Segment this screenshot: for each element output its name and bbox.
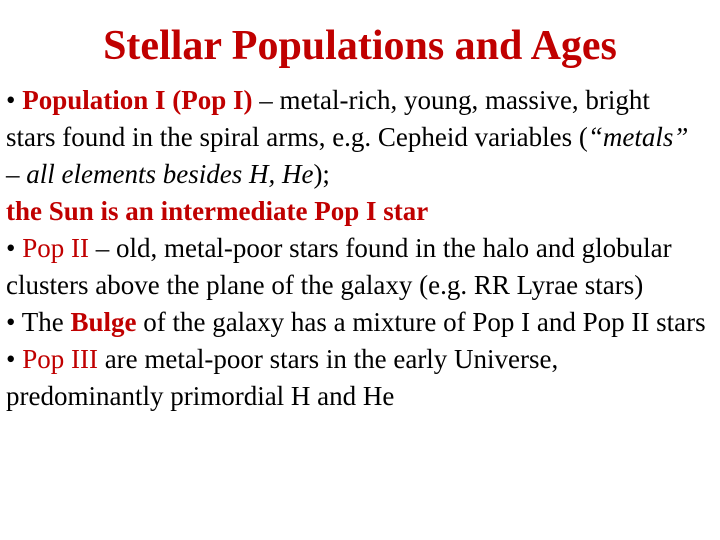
bullet-marker: • xyxy=(6,344,16,374)
sun-note: the Sun is an intermediate Pop I star xyxy=(6,196,429,226)
bullet-text: – metal-rich, young, massive, bright stars found in the spiral arms, e.g. Cepheid variables ( xyxy=(6,85,650,152)
bullet-bulge xyxy=(6,304,706,341)
bullet-marker: • xyxy=(6,233,16,263)
bullet-text: of the galaxy has a mixture of Pop I and Pop II stars xyxy=(136,307,706,337)
bullet-pop-iii xyxy=(6,341,706,415)
bullet-prefix: The xyxy=(21,307,71,337)
slide-body xyxy=(6,82,706,415)
bullet-marker: • xyxy=(6,85,16,115)
bullet-text: – old, metal-poor stars found in the halo and globular clusters above the plane of the galaxy (e.g. RR Lyrae stars) xyxy=(6,233,672,300)
slide-title: Stellar Populations and Ages xyxy=(103,23,617,69)
bullet-pop-ii xyxy=(6,230,706,304)
term-bulge: Bulge xyxy=(70,307,137,337)
bullet-population-i xyxy=(6,82,706,230)
term-pop-iii: Pop III xyxy=(22,344,98,374)
bullet-text-close: ); xyxy=(313,159,330,189)
bullet-text: are metal-poor stars in the early Universe, predominantly primordial H and He xyxy=(6,344,559,411)
term-population-i: Population I (Pop I) xyxy=(22,85,253,115)
term-pop-ii: Pop II xyxy=(22,233,89,263)
bullet-marker: • xyxy=(6,307,16,337)
metals-definition: “metals” – all elements besides H, He xyxy=(6,122,689,189)
